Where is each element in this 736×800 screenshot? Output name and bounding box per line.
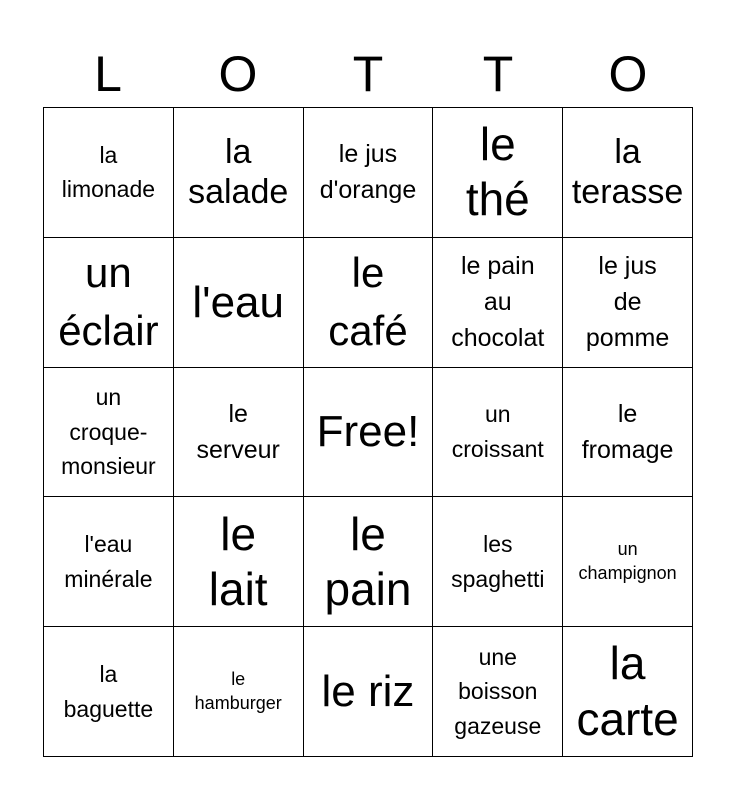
board-cell[interactable] — [44, 497, 174, 627]
cell-text: une boisson gazeuse — [454, 643, 542, 739]
cell-text: un éclair — [58, 249, 159, 355]
header-letter: O — [218, 46, 258, 102]
board-cell[interactable] — [174, 238, 304, 368]
board-cell[interactable] — [44, 627, 174, 757]
cell-text: le jus de pomme — [585, 251, 670, 353]
board-cell[interactable] — [433, 108, 563, 238]
cell-text: un croque- monsieur — [61, 384, 156, 480]
board-cell[interactable] — [174, 627, 304, 757]
board-cell[interactable] — [433, 238, 563, 368]
board-cell[interactable] — [433, 627, 563, 757]
cell-text: le pain — [324, 507, 412, 615]
board-cell[interactable] — [304, 108, 434, 238]
board-cell[interactable] — [433, 368, 563, 498]
board-cell[interactable] — [563, 108, 693, 238]
cell-text: un champignon — [578, 539, 677, 583]
cell-text: les spaghetti — [451, 531, 545, 592]
board-cell[interactable] — [44, 108, 174, 238]
cell-text: la baguette — [63, 661, 154, 722]
cell-text: le thé — [465, 118, 530, 226]
header-letter: T — [352, 46, 384, 102]
cell-text: la limonade — [61, 141, 156, 203]
cell-text: l'eau minérale — [64, 531, 153, 592]
board-cell[interactable] — [174, 497, 304, 627]
board-cell[interactable] — [304, 238, 434, 368]
cell-text: l'eau — [192, 277, 284, 327]
board-cell[interactable] — [563, 497, 693, 627]
header-letter: L — [94, 46, 122, 102]
board-cell[interactable] — [44, 238, 174, 368]
lotto-header — [43, 40, 693, 108]
cell-text: la terasse — [571, 132, 684, 212]
board-cell[interactable] — [304, 497, 434, 627]
free-space-cell[interactable] — [304, 368, 434, 498]
cell-text: le jus d'orange — [319, 140, 417, 205]
cell-text: la salade — [188, 132, 289, 212]
header-letter: O — [608, 46, 648, 102]
board-cell[interactable] — [174, 108, 304, 238]
cell-text: le serveur — [196, 399, 280, 464]
board-cell[interactable] — [563, 368, 693, 498]
cell-text: le café — [328, 249, 408, 355]
free-space-text: Free! — [316, 407, 420, 457]
board-cell[interactable] — [563, 238, 693, 368]
cell-text: la carte — [576, 637, 679, 745]
board-cell[interactable] — [304, 627, 434, 757]
cell-text: le pain au chocolat — [451, 251, 545, 353]
lotto-board — [43, 107, 693, 757]
board-cell[interactable] — [433, 497, 563, 627]
cell-text: le lait — [208, 507, 268, 615]
board-cell[interactable] — [44, 368, 174, 498]
board-cell[interactable] — [563, 627, 693, 757]
header-letter: T — [482, 46, 514, 102]
board-cell[interactable] — [174, 368, 304, 498]
cell-text: le fromage — [581, 399, 674, 464]
cell-text: le riz — [321, 667, 415, 716]
cell-text: le hamburger — [194, 669, 282, 713]
cell-text: un croissant — [451, 401, 544, 462]
